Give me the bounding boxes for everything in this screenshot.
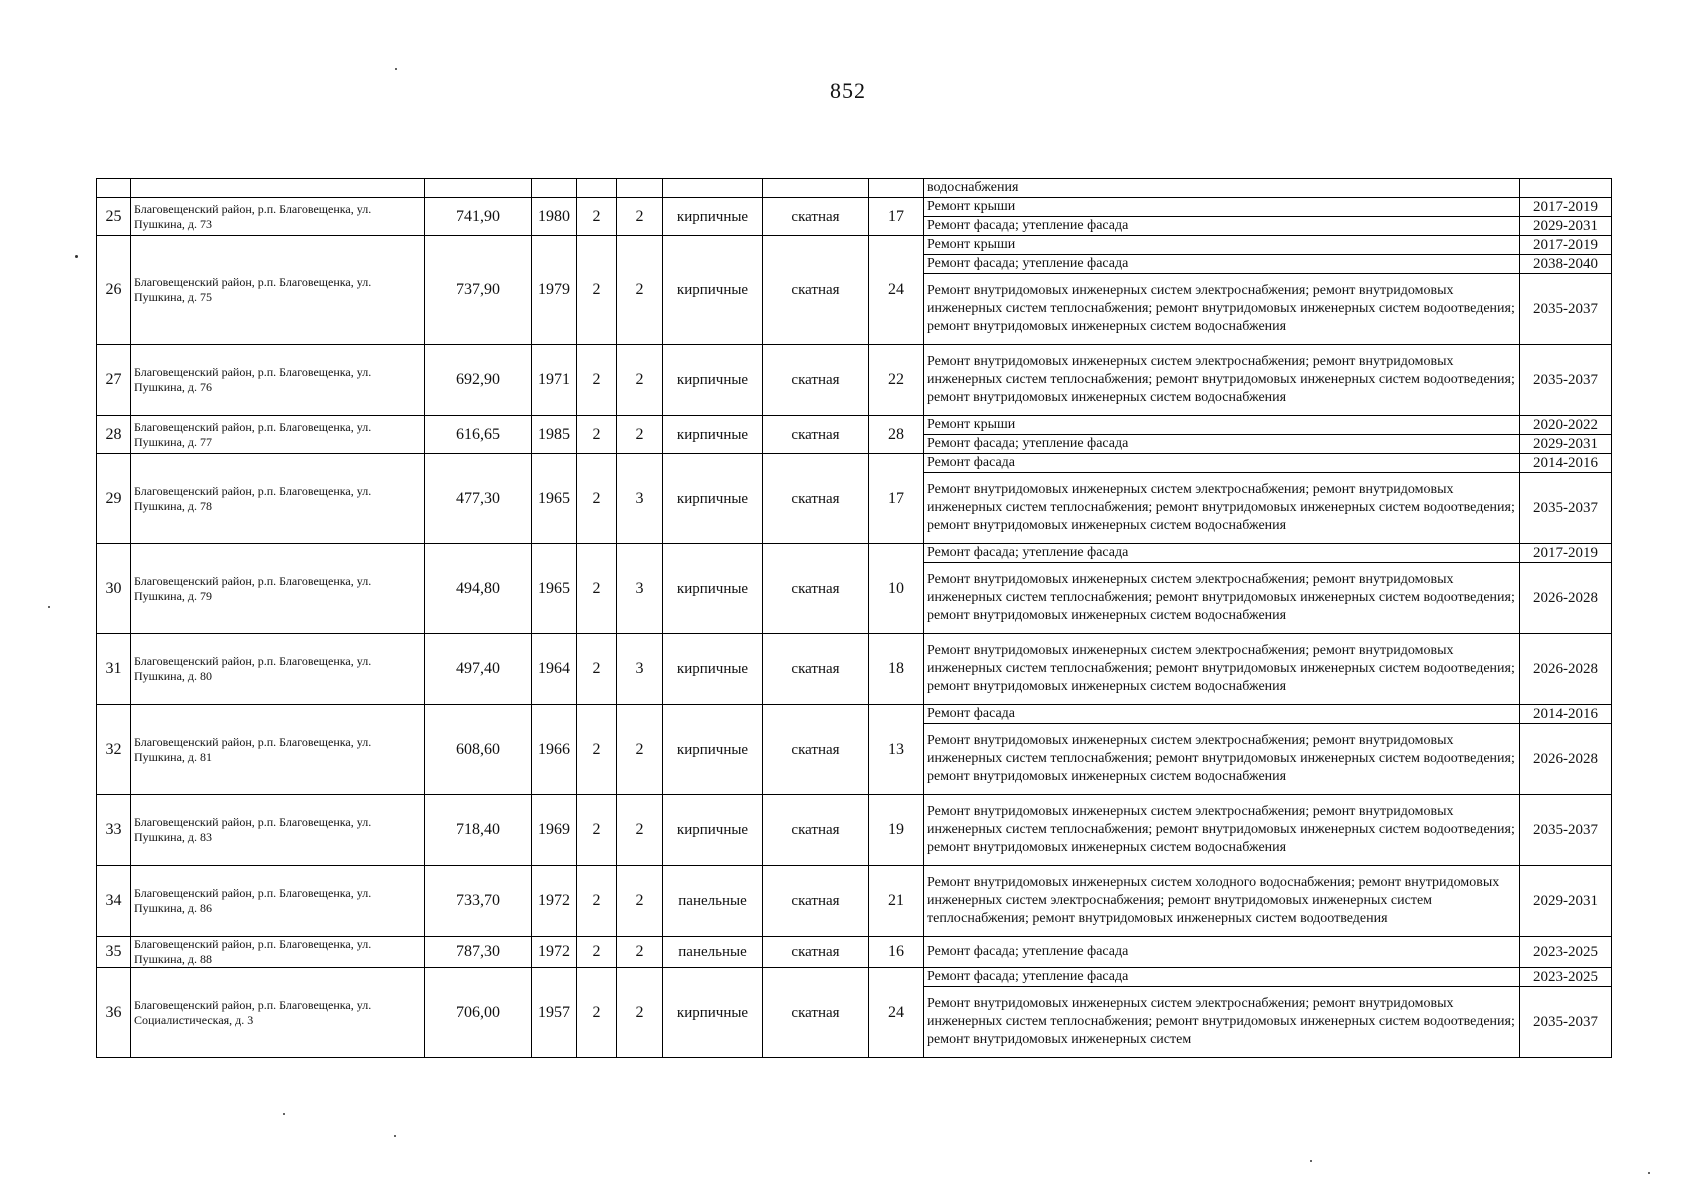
commission-year: 1969: [532, 795, 577, 866]
house-number: 27: [97, 345, 131, 416]
table-row: [97, 416, 1612, 435]
floors-count: 2: [577, 634, 617, 705]
residents-count: 16: [869, 937, 924, 968]
wall-material: кирпичные: [663, 544, 763, 634]
commission-year: 1985: [532, 416, 577, 454]
residents-count: 10: [869, 544, 924, 634]
commission-year: 1972: [532, 937, 577, 968]
entrances-count: 2: [617, 416, 663, 454]
floors-count: 2: [577, 236, 617, 345]
repair-work: Ремонт фасада; утепление фасада: [924, 968, 1520, 987]
repair-work: Ремонт фасада; утепление фасада: [924, 255, 1520, 274]
repair-period: 2029-2031: [1520, 435, 1612, 454]
repair-work: Ремонт внутридомовых инженерных систем электроснабжения; ремонт внутридомовых инженерных систем теплоснабжения; ремонт внутридомовых инженерных систем водоотведения; ремонт внутридомовых инженерных систем: [924, 987, 1520, 1058]
house-number: 34: [97, 866, 131, 937]
commission-year: 1979: [532, 236, 577, 345]
empty-cell: [131, 179, 425, 198]
house-address: Благовещенский район, р.п. Благовещенка, ул. Пушкина, д. 88: [131, 937, 425, 968]
house-address: Благовещенский район, р.п. Благовещенка, ул. Пушкина, д. 78: [131, 454, 425, 544]
commission-year: 1965: [532, 544, 577, 634]
total-area: 477,30: [425, 454, 532, 544]
floors-count: 2: [577, 198, 617, 236]
house-address: Благовещенский район, р.п. Благовещенка, ул. Пушкина, д. 79: [131, 544, 425, 634]
wall-material: кирпичные: [663, 198, 763, 236]
table-body: [97, 179, 1612, 1058]
house-number: 31: [97, 634, 131, 705]
floors-count: 2: [577, 705, 617, 795]
residents-count: 24: [869, 968, 924, 1058]
empty-cell: [1520, 179, 1612, 198]
table-row: [97, 968, 1612, 987]
roof-type: скатная: [763, 416, 869, 454]
wall-material: кирпичные: [663, 345, 763, 416]
repair-work: Ремонт фасада; утепление фасада: [924, 544, 1520, 563]
empty-cell: [97, 179, 131, 198]
total-area: 718,40: [425, 795, 532, 866]
entrances-count: 2: [617, 937, 663, 968]
house-address: Благовещенский район, р.п. Благовещенка, ул. Пушкина, д. 80: [131, 634, 425, 705]
house-number: 30: [97, 544, 131, 634]
repair-work: Ремонт внутридомовых инженерных систем электроснабжения; ремонт внутридомовых инженерных систем теплоснабжения; ремонт внутридомовых инженерных систем водоотведения; ремонт внутридомовых инженерных систем водоснабжения: [924, 345, 1520, 416]
roof-type: скатная: [763, 866, 869, 937]
house-address: Благовещенский район, р.п. Благовещенка, ул. Пушкина, д. 86: [131, 866, 425, 937]
roof-type: скатная: [763, 345, 869, 416]
house-number: 36: [97, 968, 131, 1058]
house-number: 29: [97, 454, 131, 544]
repair-period: 2023-2025: [1520, 937, 1612, 968]
house-address: Благовещенский район, р.п. Благовещенка, ул. Социалистическая, д. 3: [131, 968, 425, 1058]
entrances-count: 2: [617, 866, 663, 937]
commission-year: 1965: [532, 454, 577, 544]
residents-count: 24: [869, 236, 924, 345]
floors-count: 2: [577, 454, 617, 544]
scan-speck: [1648, 1172, 1650, 1174]
total-area: 608,60: [425, 705, 532, 795]
table-row: [97, 198, 1612, 217]
work-cell: водоснабжения: [924, 179, 1520, 198]
wall-material: кирпичные: [663, 634, 763, 705]
table-row: [97, 544, 1612, 563]
table-row: [97, 937, 1612, 968]
roof-type: скатная: [763, 968, 869, 1058]
residents-count: 22: [869, 345, 924, 416]
table-row: [97, 634, 1612, 705]
repair-period: 2035-2037: [1520, 795, 1612, 866]
wall-material: кирпичные: [663, 705, 763, 795]
repair-work: Ремонт крыши: [924, 198, 1520, 217]
commission-year: 1964: [532, 634, 577, 705]
wall-material: кирпичные: [663, 968, 763, 1058]
residents-count: 19: [869, 795, 924, 866]
house-number: 28: [97, 416, 131, 454]
residents-count: 21: [869, 866, 924, 937]
entrances-count: 2: [617, 795, 663, 866]
roof-type: скатная: [763, 544, 869, 634]
roof-type: скатная: [763, 198, 869, 236]
repair-work: Ремонт фасада; утепление фасада: [924, 937, 1520, 968]
commission-year: 1966: [532, 705, 577, 795]
repair-period: 2029-2031: [1520, 866, 1612, 937]
entrances-count: 2: [617, 236, 663, 345]
residents-count: 17: [869, 454, 924, 544]
repair-work: Ремонт внутридомовых инженерных систем электроснабжения; ремонт внутридомовых инженерных систем теплоснабжения; ремонт внутридомовых инженерных систем водоотведения; ремонт внутридомовых инженерных систем водоснабжения: [924, 724, 1520, 795]
table-row: [97, 345, 1612, 416]
entrances-count: 2: [617, 345, 663, 416]
table-row: [97, 236, 1612, 255]
scan-speck: [75, 255, 78, 258]
repair-work: Ремонт внутридомовых инженерных систем электроснабжения; ремонт внутридомовых инженерных систем теплоснабжения; ремонт внутридомовых инженерных систем водоотведения; ремонт внутридомовых инженерных систем водоснабжения: [924, 274, 1520, 345]
repair-work: Ремонт крыши: [924, 236, 1520, 255]
total-area: 706,00: [425, 968, 532, 1058]
repair-work: Ремонт внутридомовых инженерных систем холодного водоснабжения; ремонт внутридомовых инженерных систем электроснабжения; ремонт внутридомовых инженерных систем теплоснабжения; ремонт внутридомовых инженерных систем водоотведения: [924, 866, 1520, 937]
repair-work: Ремонт фасада; утепление фасада: [924, 217, 1520, 236]
total-area: 497,40: [425, 634, 532, 705]
repair-work: Ремонт внутридомовых инженерных систем электроснабжения; ремонт внутридомовых инженерных систем теплоснабжения; ремонт внутридомовых инженерных систем водоотведения; ремонт внутридомовых инженерных систем водоснабжения: [924, 795, 1520, 866]
floors-count: 2: [577, 937, 617, 968]
wall-material: панельные: [663, 937, 763, 968]
residents-count: 17: [869, 198, 924, 236]
repair-work: Ремонт внутридомовых инженерных систем электроснабжения; ремонт внутридомовых инженерных систем теплоснабжения; ремонт внутридомовых инженерных систем водоотведения; ремонт внутридомовых инженерных систем водоснабжения: [924, 473, 1520, 544]
house-address: Благовещенский район, р.п. Благовещенка, ул. Пушкина, д. 75: [131, 236, 425, 345]
repair-period: 2026-2028: [1520, 563, 1612, 634]
scan-speck: [48, 606, 50, 608]
house-address: Благовещенский район, р.п. Благовещенка, ул. Пушкина, д. 73: [131, 198, 425, 236]
residents-count: 28: [869, 416, 924, 454]
house-number: 32: [97, 705, 131, 795]
floors-count: 2: [577, 416, 617, 454]
table-row: [97, 705, 1612, 724]
roof-type: скатная: [763, 795, 869, 866]
roof-type: скатная: [763, 454, 869, 544]
empty-cell: [425, 179, 532, 198]
house-address: Благовещенский район, р.п. Благовещенка, ул. Пушкина, д. 81: [131, 705, 425, 795]
total-area: 741,90: [425, 198, 532, 236]
repair-period: 2017-2019: [1520, 544, 1612, 563]
table-row: [97, 454, 1612, 473]
repair-work: Ремонт фасада: [924, 705, 1520, 724]
scan-speck: [283, 1113, 285, 1115]
commission-year: 1972: [532, 866, 577, 937]
scan-speck: [395, 68, 397, 70]
entrances-count: 3: [617, 454, 663, 544]
house-number: 26: [97, 236, 131, 345]
entrances-count: 2: [617, 968, 663, 1058]
wall-material: кирпичные: [663, 795, 763, 866]
total-area: 494,80: [425, 544, 532, 634]
repair-period: 2023-2025: [1520, 968, 1612, 987]
scan-speck: [394, 1135, 396, 1137]
roof-type: скатная: [763, 937, 869, 968]
empty-cell: [577, 179, 617, 198]
floors-count: 2: [577, 345, 617, 416]
housing-repair-table: [96, 178, 1612, 1058]
repair-work: Ремонт фасада; утепление фасада: [924, 435, 1520, 454]
repair-period: 2020-2022: [1520, 416, 1612, 435]
floors-count: 2: [577, 795, 617, 866]
repair-period: 2029-2031: [1520, 217, 1612, 236]
total-area: 692,90: [425, 345, 532, 416]
table-row: [97, 866, 1612, 937]
entrances-count: 3: [617, 544, 663, 634]
wall-material: кирпичные: [663, 236, 763, 345]
house-number: 33: [97, 795, 131, 866]
page-number: 852: [830, 78, 866, 103]
table-row: [97, 795, 1612, 866]
repair-work: Ремонт крыши: [924, 416, 1520, 435]
total-area: 737,90: [425, 236, 532, 345]
wall-material: панельные: [663, 866, 763, 937]
residents-count: 18: [869, 634, 924, 705]
repair-period: 2035-2037: [1520, 274, 1612, 345]
entrances-count: 2: [617, 705, 663, 795]
house-number: 25: [97, 198, 131, 236]
repair-period: 2038-2040: [1520, 255, 1612, 274]
total-area: 787,30: [425, 937, 532, 968]
roof-type: скатная: [763, 634, 869, 705]
table-row: [97, 179, 1612, 198]
repair-period: 2017-2019: [1520, 236, 1612, 255]
house-address: Благовещенский район, р.п. Благовещенка, ул. Пушкина, д. 83: [131, 795, 425, 866]
roof-type: скатная: [763, 705, 869, 795]
repair-work: Ремонт внутридомовых инженерных систем электроснабжения; ремонт внутридомовых инженерных систем теплоснабжения; ремонт внутридомовых инженерных систем водоотведения; ремонт внутридомовых инженерных систем водоснабжения: [924, 563, 1520, 634]
house-address: Благовещенский район, р.п. Благовещенка, ул. Пушкина, д. 76: [131, 345, 425, 416]
floors-count: 2: [577, 866, 617, 937]
house-address: Благовещенский район, р.п. Благовещенка, ул. Пушкина, д. 77: [131, 416, 425, 454]
empty-cell: [663, 179, 763, 198]
repair-period: 2017-2019: [1520, 198, 1612, 217]
repair-period: 2035-2037: [1520, 473, 1612, 544]
repair-period: 2035-2037: [1520, 345, 1612, 416]
floors-count: 2: [577, 968, 617, 1058]
empty-cell: [763, 179, 869, 198]
scan-speck: [1310, 1160, 1312, 1162]
wall-material: кирпичные: [663, 416, 763, 454]
repair-work: Ремонт внутридомовых инженерных систем электроснабжения; ремонт внутридомовых инженерных систем теплоснабжения; ремонт внутридомовых инженерных систем водоотведения; ремонт внутридомовых инженерных систем водоснабжения: [924, 634, 1520, 705]
entrances-count: 2: [617, 198, 663, 236]
floors-count: 2: [577, 544, 617, 634]
repair-work: Ремонт фасада: [924, 454, 1520, 473]
house-number: 35: [97, 937, 131, 968]
empty-cell: [532, 179, 577, 198]
roof-type: скатная: [763, 236, 869, 345]
repair-period: 2026-2028: [1520, 724, 1612, 795]
repair-period: 2035-2037: [1520, 987, 1612, 1058]
repair-period: 2026-2028: [1520, 634, 1612, 705]
commission-year: 1980: [532, 198, 577, 236]
entrances-count: 3: [617, 634, 663, 705]
empty-cell: [617, 179, 663, 198]
wall-material: кирпичные: [663, 454, 763, 544]
commission-year: 1957: [532, 968, 577, 1058]
residents-count: 13: [869, 705, 924, 795]
repair-period: 2014-2016: [1520, 454, 1612, 473]
total-area: 616,65: [425, 416, 532, 454]
empty-cell: [869, 179, 924, 198]
commission-year: 1971: [532, 345, 577, 416]
repair-period: 2014-2016: [1520, 705, 1612, 724]
total-area: 733,70: [425, 866, 532, 937]
